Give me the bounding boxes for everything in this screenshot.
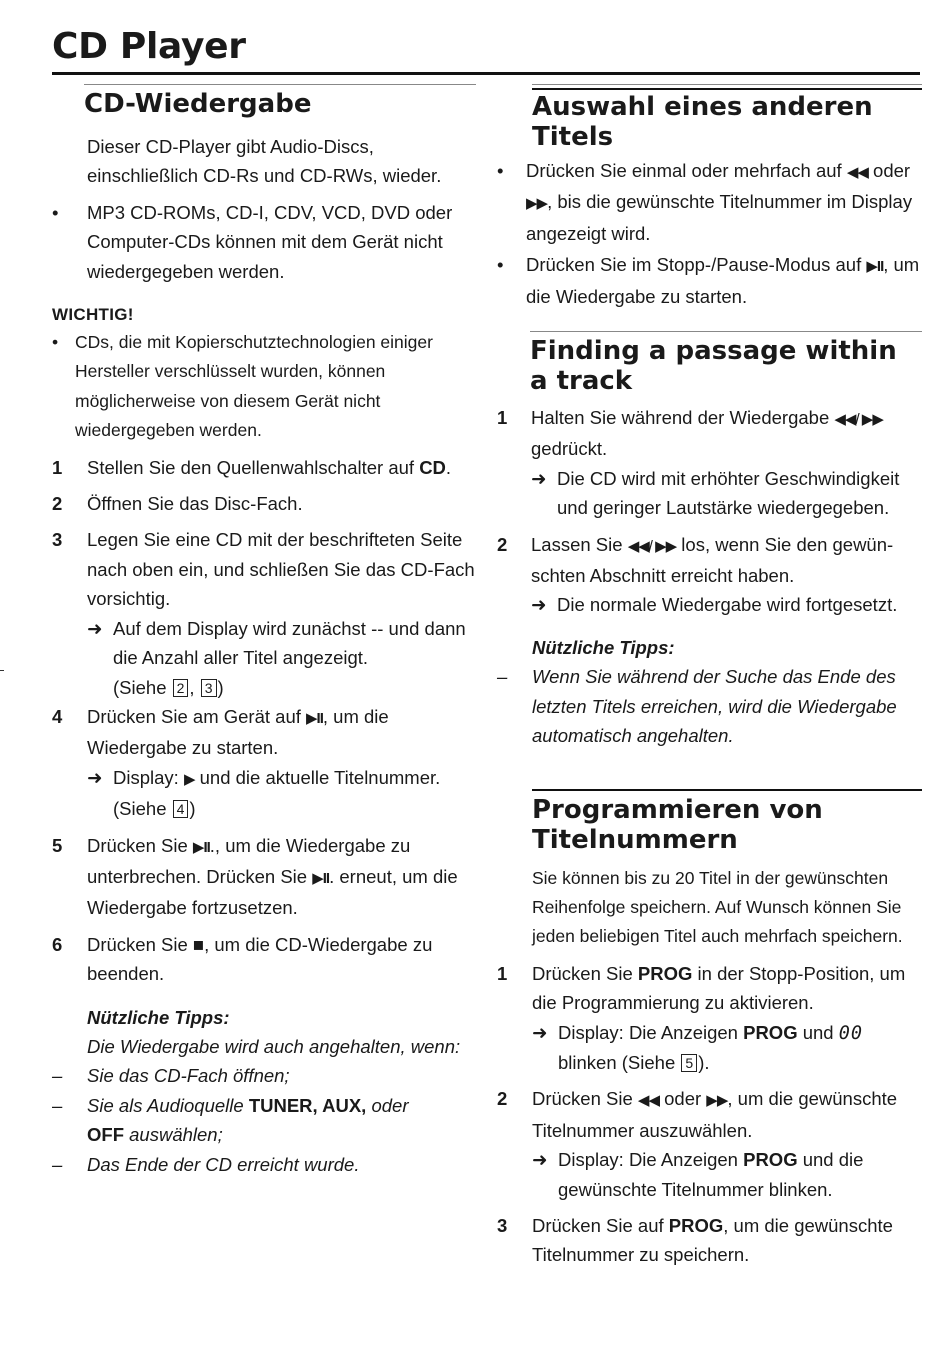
result-text: und	[797, 1021, 839, 1043]
list-item-text: Drücken Sie einmal oder mehrfach auf	[526, 160, 847, 181]
next-icon: ▶▶	[706, 1092, 728, 1110]
page-title: CD Player	[52, 26, 246, 67]
step-result	[531, 464, 922, 523]
list-item-text: , bis die gewünschte Titelnummer im Display angezeigt wird.	[526, 191, 913, 244]
step-1	[497, 959, 922, 1078]
step-number: 1	[497, 407, 508, 429]
list-item-text: oder	[867, 160, 911, 181]
title-rule	[52, 72, 920, 75]
step-number: 2	[497, 1088, 508, 1110]
step-text: ., um die Wiedergabe zu unterbrechen. Drücken Sie	[87, 834, 411, 887]
bullet-marker: •	[52, 332, 59, 353]
step-bold: PROG	[637, 962, 693, 984]
list-item-text: , um die Wiedergabe zu starten.	[526, 254, 920, 307]
list-item-text: Drücken Sie im Stopp-/Pause-Modus auf	[526, 254, 867, 276]
step-text: in der Stopp-Position, um die Programmierung zu aktivieren.	[532, 962, 906, 1014]
step-2	[497, 1084, 922, 1204]
result-text: Die normale Wiedergabe wird fortgesetzt.	[557, 594, 898, 616]
tip-text: Sie das CD-Fach öffnen;	[87, 1065, 290, 1087]
list-item-text: MP3 CD-ROMs, CD-I, CDV, VCD, DVD oder Computer-CDs können mit dem Gerät nicht wiedergegeben werden.	[87, 201, 453, 282]
important-item	[52, 328, 476, 446]
step-text: Drücken Sie	[87, 933, 193, 955]
figure-ref: 5	[681, 1054, 697, 1072]
important-label: WICHTIG!	[52, 305, 134, 325]
left-column	[52, 84, 476, 1179]
dash-marker: –	[52, 1094, 63, 1116]
step-number: 3	[497, 1214, 508, 1236]
right-column	[497, 84, 922, 1270]
arrow-icon: ➜	[87, 617, 103, 639]
prev-icon: ◀◀	[637, 1092, 659, 1110]
section-rule	[532, 88, 922, 90]
step-text: . erneut, um die Wiedergabe fortzusetzen.	[87, 865, 458, 919]
step-text: Halten Sie während der Wiedergabe	[531, 407, 835, 429]
step-1: 1 Stellen Sie den Quellenwahlschalter auf CD.	[52, 453, 476, 482]
section-heading-finding: Finding a passage within a track	[530, 336, 897, 397]
next-icon: ▶▶	[526, 195, 548, 213]
step-text: Lassen Sie	[531, 533, 628, 555]
tip-item	[52, 1150, 476, 1179]
intro-text: Dieser CD-Player gibt Audio-Discs, einschließlich CD-Rs und CD-RWs, wieder.	[87, 136, 442, 187]
step-2	[52, 489, 476, 518]
play-pause-icon: ▶II	[312, 869, 330, 887]
result-text: Display: Die Anzeigen	[558, 1021, 744, 1043]
seek-icon: ◀◀/ ▶▶	[627, 537, 677, 555]
see-ref: (Siehe	[113, 798, 172, 820]
step-text: Drücken Sie	[532, 1088, 638, 1110]
tip-text: Wenn Sie während der Suche das Ende des letzten Titels erreichen, wird die Wiedergabe automatisch angehalten.	[532, 666, 897, 747]
list-item	[52, 198, 476, 286]
section-rule	[530, 331, 922, 332]
tip-bold: OFF	[87, 1124, 124, 1146]
tips-heading: Nützliche Tipps:	[87, 1006, 230, 1028]
lcd-digits: 00	[838, 1022, 864, 1044]
figure-ref: 3	[201, 679, 217, 697]
dash-marker: –	[52, 1153, 63, 1175]
step-bold: PROG	[668, 1214, 724, 1236]
section-heading-programmieren: Programmieren von Titelnummern	[532, 794, 823, 855]
result-text: Display:	[113, 766, 184, 788]
step-text: Drücken Sie am Gerät auf	[87, 705, 307, 727]
section-rule	[532, 84, 922, 85]
step-number: 2	[497, 533, 508, 555]
step-number: 1	[52, 456, 63, 478]
result-text: Auf dem Display wird zunächst -- und dann die Anzahl aller Titel angezeigt.	[113, 617, 466, 669]
step-number: 6	[52, 933, 63, 955]
tip-item	[497, 662, 922, 750]
dash-marker: –	[52, 1065, 63, 1087]
bullet-marker: •	[52, 201, 59, 223]
step-text: Legen Sie eine CD mit der beschrifteten Seite nach oben ein, und schließen Sie das CD-Fach vorsichtig.	[87, 529, 475, 610]
arrow-icon: ➜	[532, 1021, 548, 1043]
step-text: los, wenn Sie den gewün-schten Abschnitt erreicht haben.	[531, 533, 894, 587]
margin-tick	[0, 670, 4, 671]
prev-icon: ◀◀	[846, 164, 868, 181]
step-result	[532, 1018, 922, 1078]
result-text: Display: Die Anzeigen	[558, 1149, 744, 1171]
arrow-icon: ➜	[531, 467, 547, 489]
step-text: Drücken Sie auf	[532, 1214, 669, 1236]
result-text: und die gewünschte Titelnummer blinken.	[558, 1149, 864, 1200]
dash-marker: –	[497, 666, 508, 688]
result-text: blinken (Siehe	[558, 1051, 681, 1073]
step-text: , um die gewünschte Titelnummer zu speichern.	[532, 1214, 893, 1266]
list-item	[497, 156, 922, 248]
tip-text: Sie als Audioquelle	[87, 1094, 249, 1116]
section-rule	[532, 789, 922, 791]
section-heading-auswahl: Auswahl eines anderen Titels	[532, 92, 873, 152]
result-text: und die aktuelle Titelnummer.	[194, 766, 441, 788]
step-text: oder	[658, 1088, 707, 1110]
step-number: 4	[52, 705, 63, 727]
play-pause-icon: ▶II	[192, 838, 210, 856]
tip-text: auswählen;	[124, 1124, 223, 1146]
tip-item	[52, 1091, 476, 1150]
step-6	[52, 930, 476, 989]
step-text: Öffnen Sie das Disc-Fach.	[87, 493, 303, 515]
stop-icon: ■	[192, 933, 205, 955]
tip-bold: TUNER, AUX,	[248, 1094, 367, 1116]
figure-ref: 4	[173, 800, 189, 818]
step-text: Stellen Sie den Quellenwahlschalter auf	[87, 456, 420, 478]
step-1	[497, 403, 922, 523]
result-text: Die CD wird mit erhöhter Geschwindigkeit und geringer Lautstärke wiedergegeben.	[557, 467, 900, 519]
section-heading-cd-wiedergabe: CD-Wiedergabe	[84, 89, 312, 119]
important-text: CDs, die mit Kopierschutztechnologien einiger Hersteller verschlüsselt wurden, können möglicherweise von diesem Gerät nicht wiedergegeben werden.	[75, 332, 433, 441]
play-pause-icon: ▶II	[866, 258, 884, 276]
tip-text: Das Ende der CD erreicht wurde.	[87, 1153, 360, 1175]
figure-ref: 2	[173, 679, 189, 697]
step-text: Drücken Sie	[87, 834, 193, 856]
step-bold: CD	[419, 456, 446, 478]
see-ref: (Siehe	[113, 676, 172, 698]
result-bold: PROG	[743, 1149, 798, 1171]
arrow-icon: ➜	[532, 1149, 548, 1171]
step-number: 3	[52, 529, 63, 551]
tips-intro: Die Wiedergabe wird auch angehalten, wenn:	[87, 1035, 461, 1057]
step-text: , um die CD-Wiedergabe zu beenden.	[87, 933, 433, 985]
step-number: 2	[52, 493, 63, 515]
list-item	[497, 250, 922, 311]
step-3	[52, 525, 476, 701]
tips-heading: Nützliche Tipps:	[532, 636, 675, 658]
result-bold: PROG	[743, 1021, 798, 1043]
step-result: ➜ Auf dem Display wird zunächst -- und dann die Anzahl aller Titel angezeigt. (Siehe 2 , 3 )	[87, 614, 476, 702]
play-icon: ▶	[183, 770, 195, 788]
arrow-icon: ➜	[87, 766, 103, 788]
step-4	[52, 702, 476, 824]
bullet-marker: •	[497, 160, 504, 181]
seek-icon: ◀◀/ ▶▶	[834, 411, 883, 429]
tip-item	[52, 1061, 476, 1090]
step-result: ➜ Display: ▶ und die aktuelle Titelnummer. (Siehe 4 )	[87, 763, 476, 824]
intro-text: Sie können bis zu 20 Titel in der gewünschten Reihenfolge speichern. Auf Wunsch können Sie jeden beliebigen Titel auch mehrfach speichern.	[532, 867, 903, 947]
play-pause-icon: ▶II	[306, 709, 323, 727]
step-number: 5	[52, 834, 63, 856]
section-rule	[84, 84, 476, 85]
step-number: 1	[497, 962, 508, 984]
bullet-marker: •	[497, 254, 504, 276]
step-text: , um die Wiedergabe zu starten.	[87, 705, 389, 759]
step-3	[497, 1211, 922, 1270]
result-text: ).	[698, 1051, 710, 1073]
step-result	[531, 590, 922, 619]
step-2	[497, 530, 922, 620]
step-result	[532, 1145, 922, 1204]
arrow-icon: ➜	[531, 594, 547, 616]
step-5	[52, 831, 476, 923]
step-text: , um die gewünschte Titelnummer auszuwählen.	[532, 1088, 898, 1141]
step-text: gedrückt.	[531, 438, 608, 460]
tip-text: oder	[366, 1094, 409, 1116]
step-text: Drücken Sie	[532, 962, 638, 984]
